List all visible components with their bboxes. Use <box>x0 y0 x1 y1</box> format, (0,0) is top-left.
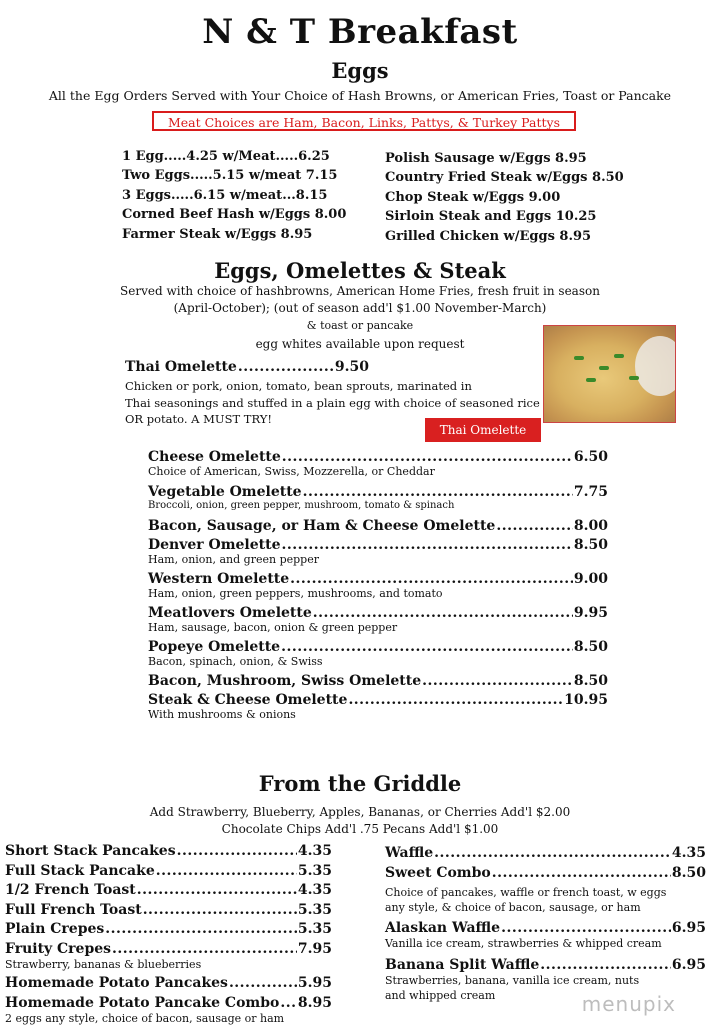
item-description: 2 eggs any style, choice of bacon, sausage or ham <box>5 1011 285 1025</box>
item-description: and whipped cream <box>385 988 496 1002</box>
egg-item: Grilled Chicken w/Eggs 8.95 <box>385 228 592 244</box>
item-price: 4.35 <box>297 882 332 899</box>
item-price: 9.00 <box>573 571 608 587</box>
item-name: Bacon, Mushroom, Swiss Omelette <box>148 673 422 689</box>
item-name: 1/2 French Toast <box>5 882 136 899</box>
menu-item <box>148 484 608 500</box>
dot-leader <box>177 843 297 859</box>
dot-leader <box>105 921 297 937</box>
menu-item <box>385 865 706 886</box>
menu-item <box>148 449 608 465</box>
item-price: 8.95 <box>297 994 332 1011</box>
item-name: Denver Omelette <box>148 537 281 553</box>
item-description: any style, & choice of bacon, sausage, or ham <box>385 900 641 914</box>
eggs-left-column <box>122 149 346 246</box>
menu-item <box>148 692 608 708</box>
menu-item <box>5 941 332 958</box>
item-name: Sweet Combo <box>385 864 491 881</box>
item-description: Bacon, spinach, onion, & Swiss <box>148 655 323 668</box>
item-name: Vegetable Omelette <box>148 484 302 500</box>
item-name: Thai Omelette <box>125 359 237 375</box>
dot-leader <box>282 537 573 553</box>
omelettes-note-3: & toast or pancake <box>306 319 414 332</box>
dot-leader <box>229 975 297 991</box>
herb-garnish <box>599 366 609 370</box>
item-name: Full French Toast <box>5 901 142 918</box>
item-price: 8.50 <box>573 537 608 553</box>
item-description: Strawberry, bananas & blueberries <box>5 957 202 971</box>
herb-garnish <box>629 376 639 380</box>
menu-item <box>5 882 332 902</box>
menu-item <box>148 518 608 534</box>
dot-leader <box>143 902 297 918</box>
watermark: menupix <box>581 992 676 1016</box>
item-price: 5.35 <box>297 862 332 879</box>
egg-item: Chop Steak w/Eggs 9.00 <box>385 189 561 205</box>
item-name: Meatlovers Omelette <box>148 605 312 621</box>
item-price: 6.95 <box>671 919 706 936</box>
thai-omelette-row <box>125 359 369 375</box>
item-price: 8.50 <box>671 864 706 881</box>
egg-item: Two Eggs.....5.15 w/meat 7.15 <box>122 168 338 184</box>
item-price: 5.35 <box>297 921 332 938</box>
griddle-right-column <box>385 845 706 1004</box>
item-name: Cheese Omelette <box>148 449 281 465</box>
egg-item: Polish Sausage w/Eggs 8.95 <box>385 151 587 166</box>
menu-item <box>148 571 608 587</box>
omelettes-heading: Eggs, Omelettes & Steak <box>214 258 506 283</box>
egg-item: Corned Beef Hash w/Eggs 8.00 <box>122 207 347 223</box>
meat-choices-note: Meat Choices are Ham, Bacon, Links, Pattys, & Turkey Pattys <box>152 111 576 131</box>
item-name: Full Stack Pancake <box>5 862 155 879</box>
desc-line: Chicken or pork, onion, tomato, bean sprouts, marinated in <box>125 379 472 393</box>
menu-item <box>5 995 332 1012</box>
item-price: 9.50 <box>334 359 369 375</box>
item-description: Ham, onion, green peppers, mushrooms, and tomato <box>148 587 443 600</box>
dot-leader <box>290 571 573 587</box>
dot-leader <box>112 941 297 957</box>
desc-line: OR potato. A MUST TRY! <box>125 412 272 426</box>
dot-leader <box>422 673 573 689</box>
dot-leader <box>303 484 573 500</box>
menu-item <box>5 921 332 941</box>
dot-leader <box>492 865 671 881</box>
herb-garnish <box>574 356 584 360</box>
griddle-note-2: Chocolate Chips Add'l .75 Pecans Add'l $1.00 <box>221 822 499 836</box>
item-description: Broccoli, onion, green pepper, mushroom, tomato & spinach <box>148 500 455 511</box>
item-name: Western Omelette <box>148 571 290 587</box>
dot-leader <box>238 359 334 375</box>
item-description: Ham, onion, and green pepper <box>148 553 319 566</box>
item-price: 10.95 <box>564 692 608 708</box>
dot-leader <box>281 639 573 655</box>
item-price: 6.95 <box>671 956 706 973</box>
desc-line: Thai seasonings and stuffed in a plain egg with choice of seasoned rice <box>125 395 540 410</box>
griddle-left-column <box>5 843 332 1028</box>
item-name: Alaskan Waffle <box>385 919 501 936</box>
menu-item <box>148 605 608 621</box>
item-name: Plain Crepes <box>5 921 105 938</box>
omelettes-note-2: (April-October); (out of season add'l $1.00 November-March) <box>173 301 547 315</box>
griddle-heading: From the Griddle <box>258 771 462 796</box>
egg-item: 1 Egg.....4.25 w/Meat.....6.25 <box>122 149 330 164</box>
item-name: Popeye Omelette <box>148 639 281 655</box>
item-price: 7.75 <box>573 484 608 500</box>
item-description: Ham, sausage, bacon, onion & green pepper <box>148 621 398 634</box>
item-name: Fruity Crepes <box>5 940 112 957</box>
menu-item <box>385 845 706 865</box>
dot-leader <box>348 692 563 708</box>
eggs-intro: All the Egg Orders Served with Your Choice of Hash Browns, or American Fries, Toast or Pancake <box>48 88 672 103</box>
omelette-list <box>148 449 608 726</box>
item-price: 6.50 <box>573 449 608 465</box>
item-name: Banana Split Waffle <box>385 956 540 973</box>
menu-item <box>5 863 332 883</box>
herb-garnish <box>614 354 624 358</box>
dot-leader <box>501 920 671 936</box>
item-name: Steak & Cheese Omelette <box>148 692 348 708</box>
item-name: Homemade Potato Pancake Combo <box>5 994 280 1011</box>
thai-omelette-photo <box>543 325 676 423</box>
menu-item <box>148 537 608 553</box>
egg-item: 3 Eggs.....6.15 w/meat...8.15 <box>122 187 328 203</box>
omelettes-note-4: egg whites available upon request <box>255 337 465 351</box>
menu-item <box>385 920 706 937</box>
item-price: 8.00 <box>573 518 608 534</box>
item-description: Choice of pancakes, waffle or french toast, w eggs <box>385 885 667 899</box>
menu-item <box>5 975 332 995</box>
plate-shape <box>635 336 676 396</box>
item-description: Choice of American, Swiss, Mozzerella, or Cheddar <box>148 465 435 478</box>
menu-item <box>148 673 608 689</box>
item-price: 9.95 <box>573 605 608 621</box>
thai-omelette-caption: Thai Omelette <box>425 418 541 442</box>
restaurant-title: N & T Breakfast <box>202 12 518 52</box>
item-description: With mushrooms & onions <box>148 708 296 721</box>
eggs-right-column <box>385 151 624 248</box>
menu-item <box>5 843 332 863</box>
dot-leader <box>156 863 297 879</box>
item-price: 4.35 <box>671 845 706 861</box>
dot-leader <box>434 845 671 861</box>
dot-leader <box>282 449 573 465</box>
item-name: Homemade Potato Pancakes <box>5 974 228 991</box>
menu-item <box>5 902 332 922</box>
menu-item <box>385 957 706 974</box>
item-price: 5.35 <box>297 901 332 918</box>
dot-leader <box>137 882 297 898</box>
item-price: 5.95 <box>297 974 332 991</box>
item-description: Strawberries, banana, vanilla ice cream, nuts <box>385 973 640 987</box>
item-description: Vanilla ice cream, strawberries & whipped cream <box>385 936 662 950</box>
item-name: Bacon, Sausage, or Ham & Cheese Omelette <box>148 518 496 534</box>
dot-leader <box>280 995 297 1011</box>
item-price: 4.35 <box>297 843 332 859</box>
item-name: Waffle <box>385 845 434 861</box>
item-name: Short Stack Pancakes <box>5 843 176 859</box>
dot-leader <box>313 605 573 621</box>
herb-garnish <box>586 378 596 382</box>
egg-item: Farmer Steak w/Eggs 8.95 <box>122 226 313 242</box>
dot-leader <box>496 518 573 534</box>
item-price: 8.50 <box>573 673 608 689</box>
item-price: 7.95 <box>297 940 332 957</box>
eggs-heading: Eggs <box>331 58 389 83</box>
omelettes-note-1: Served with choice of hashbrowns, American Home Fries, fresh fruit in season <box>120 284 600 298</box>
egg-item: Country Fried Steak w/Eggs 8.50 <box>385 170 624 186</box>
egg-item: Sirloin Steak and Eggs 10.25 <box>385 209 597 225</box>
dot-leader <box>540 957 671 973</box>
item-price: 8.50 <box>573 639 608 655</box>
menu-item <box>148 639 608 655</box>
griddle-note-1: Add Strawberry, Blueberry, Apples, Bananas, or Cherries Add'l $2.00 <box>149 805 571 819</box>
